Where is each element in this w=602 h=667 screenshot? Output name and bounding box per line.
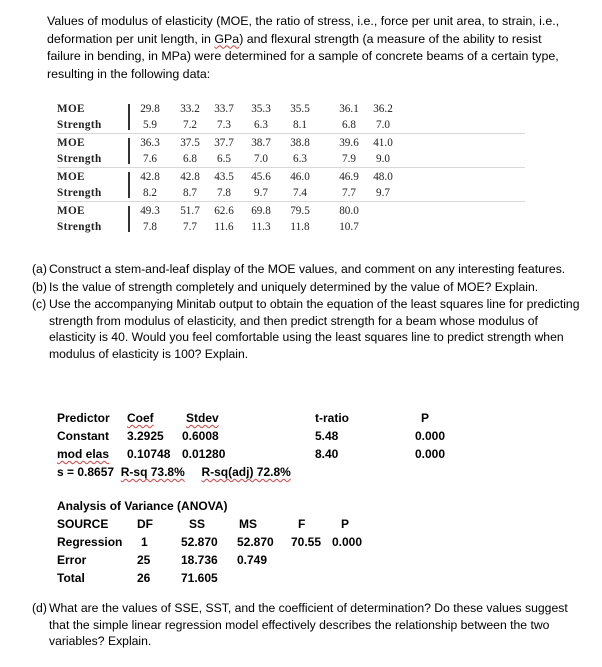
table-cell: 7.0 [254,153,268,165]
anova-header-df: DF [137,517,153,531]
table-cell: 46.9 [339,171,359,183]
table-cell: 7.8 [143,221,157,233]
table-cell: 9.7 [376,187,390,199]
table-cell: 11.3 [251,221,271,233]
table-cell: 41.0 [373,137,393,149]
table-cell: 11.8 [290,221,310,233]
table-cell: 29.8 [140,103,160,115]
anova-row-ms: 0.749 [237,553,268,567]
strength-label: Strength [57,221,102,233]
table-cell: 6.5 [217,153,231,165]
anova-row-p: 0.000 [332,535,363,549]
table-divider [128,138,130,164]
row-p: 0.000 [415,447,446,461]
table-cell: 37.7 [214,137,234,149]
table-cell: 9.7 [254,187,268,199]
header-stdev: Stdev [186,411,219,425]
s-value: s = 0.8657 [57,465,115,479]
table-rule [57,167,525,168]
intro-text-2: ) and flexural strength (a measure of the ability to resist failure in bending, in MPa) were determined for a sample of concrete beams of a certain type, resulting in the following data: [47,31,559,81]
table-cell: 36.2 [373,103,393,115]
table-cell: 7.2 [183,119,197,131]
row-stdev: 0.6008 [182,429,219,443]
regression-summary [57,464,291,480]
table-cell: 7.9 [342,153,356,165]
anova-row-source: Error [57,553,87,567]
table-cell: 33.2 [180,103,200,115]
anova-row-source: Total [57,571,85,585]
table-cell: 7.4 [293,187,307,199]
table-divider [128,104,130,130]
anova-header-f: F [298,517,306,531]
table-divider [128,172,130,198]
table-cell: 6.3 [254,119,268,131]
anova-row-ss: 52.870 [181,535,218,549]
table-cell: 10.7 [339,221,359,233]
anova-header-ms: MS [239,517,257,531]
row-coef: 3.2925 [127,429,164,443]
table-cell: 35.5 [290,103,310,115]
table-cell: 7.8 [217,187,231,199]
row-tratio: 5.48 [315,429,339,443]
question-b: (b) Is the value of strength completely and uniquely determined by the value of MOE? Explain. [32,279,539,294]
strength-label: Strength [57,187,102,199]
row-predictor: Constant [57,429,109,443]
table-cell: 48.0 [373,171,393,183]
table-cell: 7.6 [143,153,157,165]
table-cell: 8.2 [143,187,157,199]
table-cell: 80.0 [339,205,359,217]
strength-label: Strength [57,153,102,165]
header-tratio: t-ratio [315,411,349,425]
gpa-unit: GPa [214,31,240,46]
row-stdev: 0.01280 [182,447,226,461]
anova-title: Analysis of Variance (ANOVA) [57,499,228,513]
table-cell: 37.5 [180,137,200,149]
table-cell: 11.6 [214,221,234,233]
table-rule [57,201,525,202]
row-p: 0.000 [415,429,446,443]
anova-row-df: 1 [141,535,148,549]
table-cell: 62.6 [214,205,234,217]
table-cell: 49.3 [140,205,160,217]
moe-label: MOE [57,137,85,149]
anova-header-source: SOURCE [57,517,109,531]
table-cell: 7.0 [376,119,390,131]
anova-row-df: 26 [137,571,151,585]
anova-header-p: P [341,517,350,531]
table-cell: 7.7 [342,187,356,199]
question-a: (a) Construct a stem-and-leaf display of the MOE values, and comment on any interesting features. [32,262,566,276]
table-cell: 42.8 [180,171,200,183]
table-divider [128,206,130,232]
table-rule [57,133,525,134]
table-cell: 36.3 [140,137,160,149]
moe-label: MOE [57,103,85,115]
row-tratio: 8.40 [315,447,339,461]
anova-header-ss: SS [189,517,206,531]
table-cell: 6.8 [342,119,356,131]
table-cell: 45.6 [251,171,271,183]
regression-output [57,410,477,470]
table-cell: 7.3 [217,119,231,131]
anova-row-ss: 71.605 [181,571,218,585]
header-coef: Coef [127,411,154,425]
table-cell: 69.8 [251,205,271,217]
moe-label: MOE [57,171,85,183]
table-cell: 35.3 [251,103,271,115]
table-cell: 7.7 [183,221,197,233]
table-cell: 5.9 [143,119,157,131]
table-cell: 9.0 [376,153,390,165]
table-cell: 42.8 [140,171,160,183]
row-predictor: mod elas [57,447,110,461]
header-p: P [421,411,430,425]
table-cell: 36.1 [339,103,359,115]
table-cell: 6.3 [293,153,307,165]
table-cell: 33.7 [214,103,234,115]
intro-paragraph [47,13,567,83]
questions-list [32,261,580,363]
anova-row-f: 70.55 [291,535,322,549]
table-cell: 51.7 [180,205,200,217]
table-cell: 46.0 [290,171,310,183]
rsq-adj-value: R-sq(adj) 72.8% [201,465,291,479]
question-d-block [32,600,580,651]
moe-label: MOE [57,205,85,217]
table-cell: 6.8 [183,153,197,165]
question-d: (d) What are the values of SSE, SST, and the coefficient of determination? Do these values suggest that the simple linear regression model effectively describes the relationship between the two variables? Explain. [32,601,568,648]
anova-output [57,498,417,588]
table-cell: 8.7 [183,187,197,199]
strength-label: Strength [57,119,102,131]
table-cell: 43.5 [214,171,234,183]
anova-row-df: 25 [137,553,151,567]
table-cell: 8.1 [293,119,307,131]
table-cell: 79.5 [290,205,310,217]
question-c: (c) Use the accompanying Minitab output to obtain the equation of the least squares line for predicting strength from modulus of elasticity, and then predict strength for a beam whose modulus of elasticity is 40. Would you feel comfortable using the least squares line to predict strength when modulus of elasticity is 100? Explain. [32,297,580,361]
rsq-value: R-sq 73.8% [120,465,185,479]
header-predictor: Predictor [57,411,110,425]
anova-row-source: Regression [57,535,123,549]
anova-row-ms: 52.870 [237,535,274,549]
intro-text-1: Values of modulus of elasticity (MOE, the ratio of stress, i.e., force per unit area, to strain, i.e., deformation per unit length, in [47,14,560,46]
anova-row-ss: 18.736 [181,553,218,567]
table-cell: 39.6 [339,137,359,149]
table-cell: 38.7 [251,137,271,149]
table-cell: 38.8 [290,137,310,149]
row-coef: 0.10748 [127,447,171,461]
